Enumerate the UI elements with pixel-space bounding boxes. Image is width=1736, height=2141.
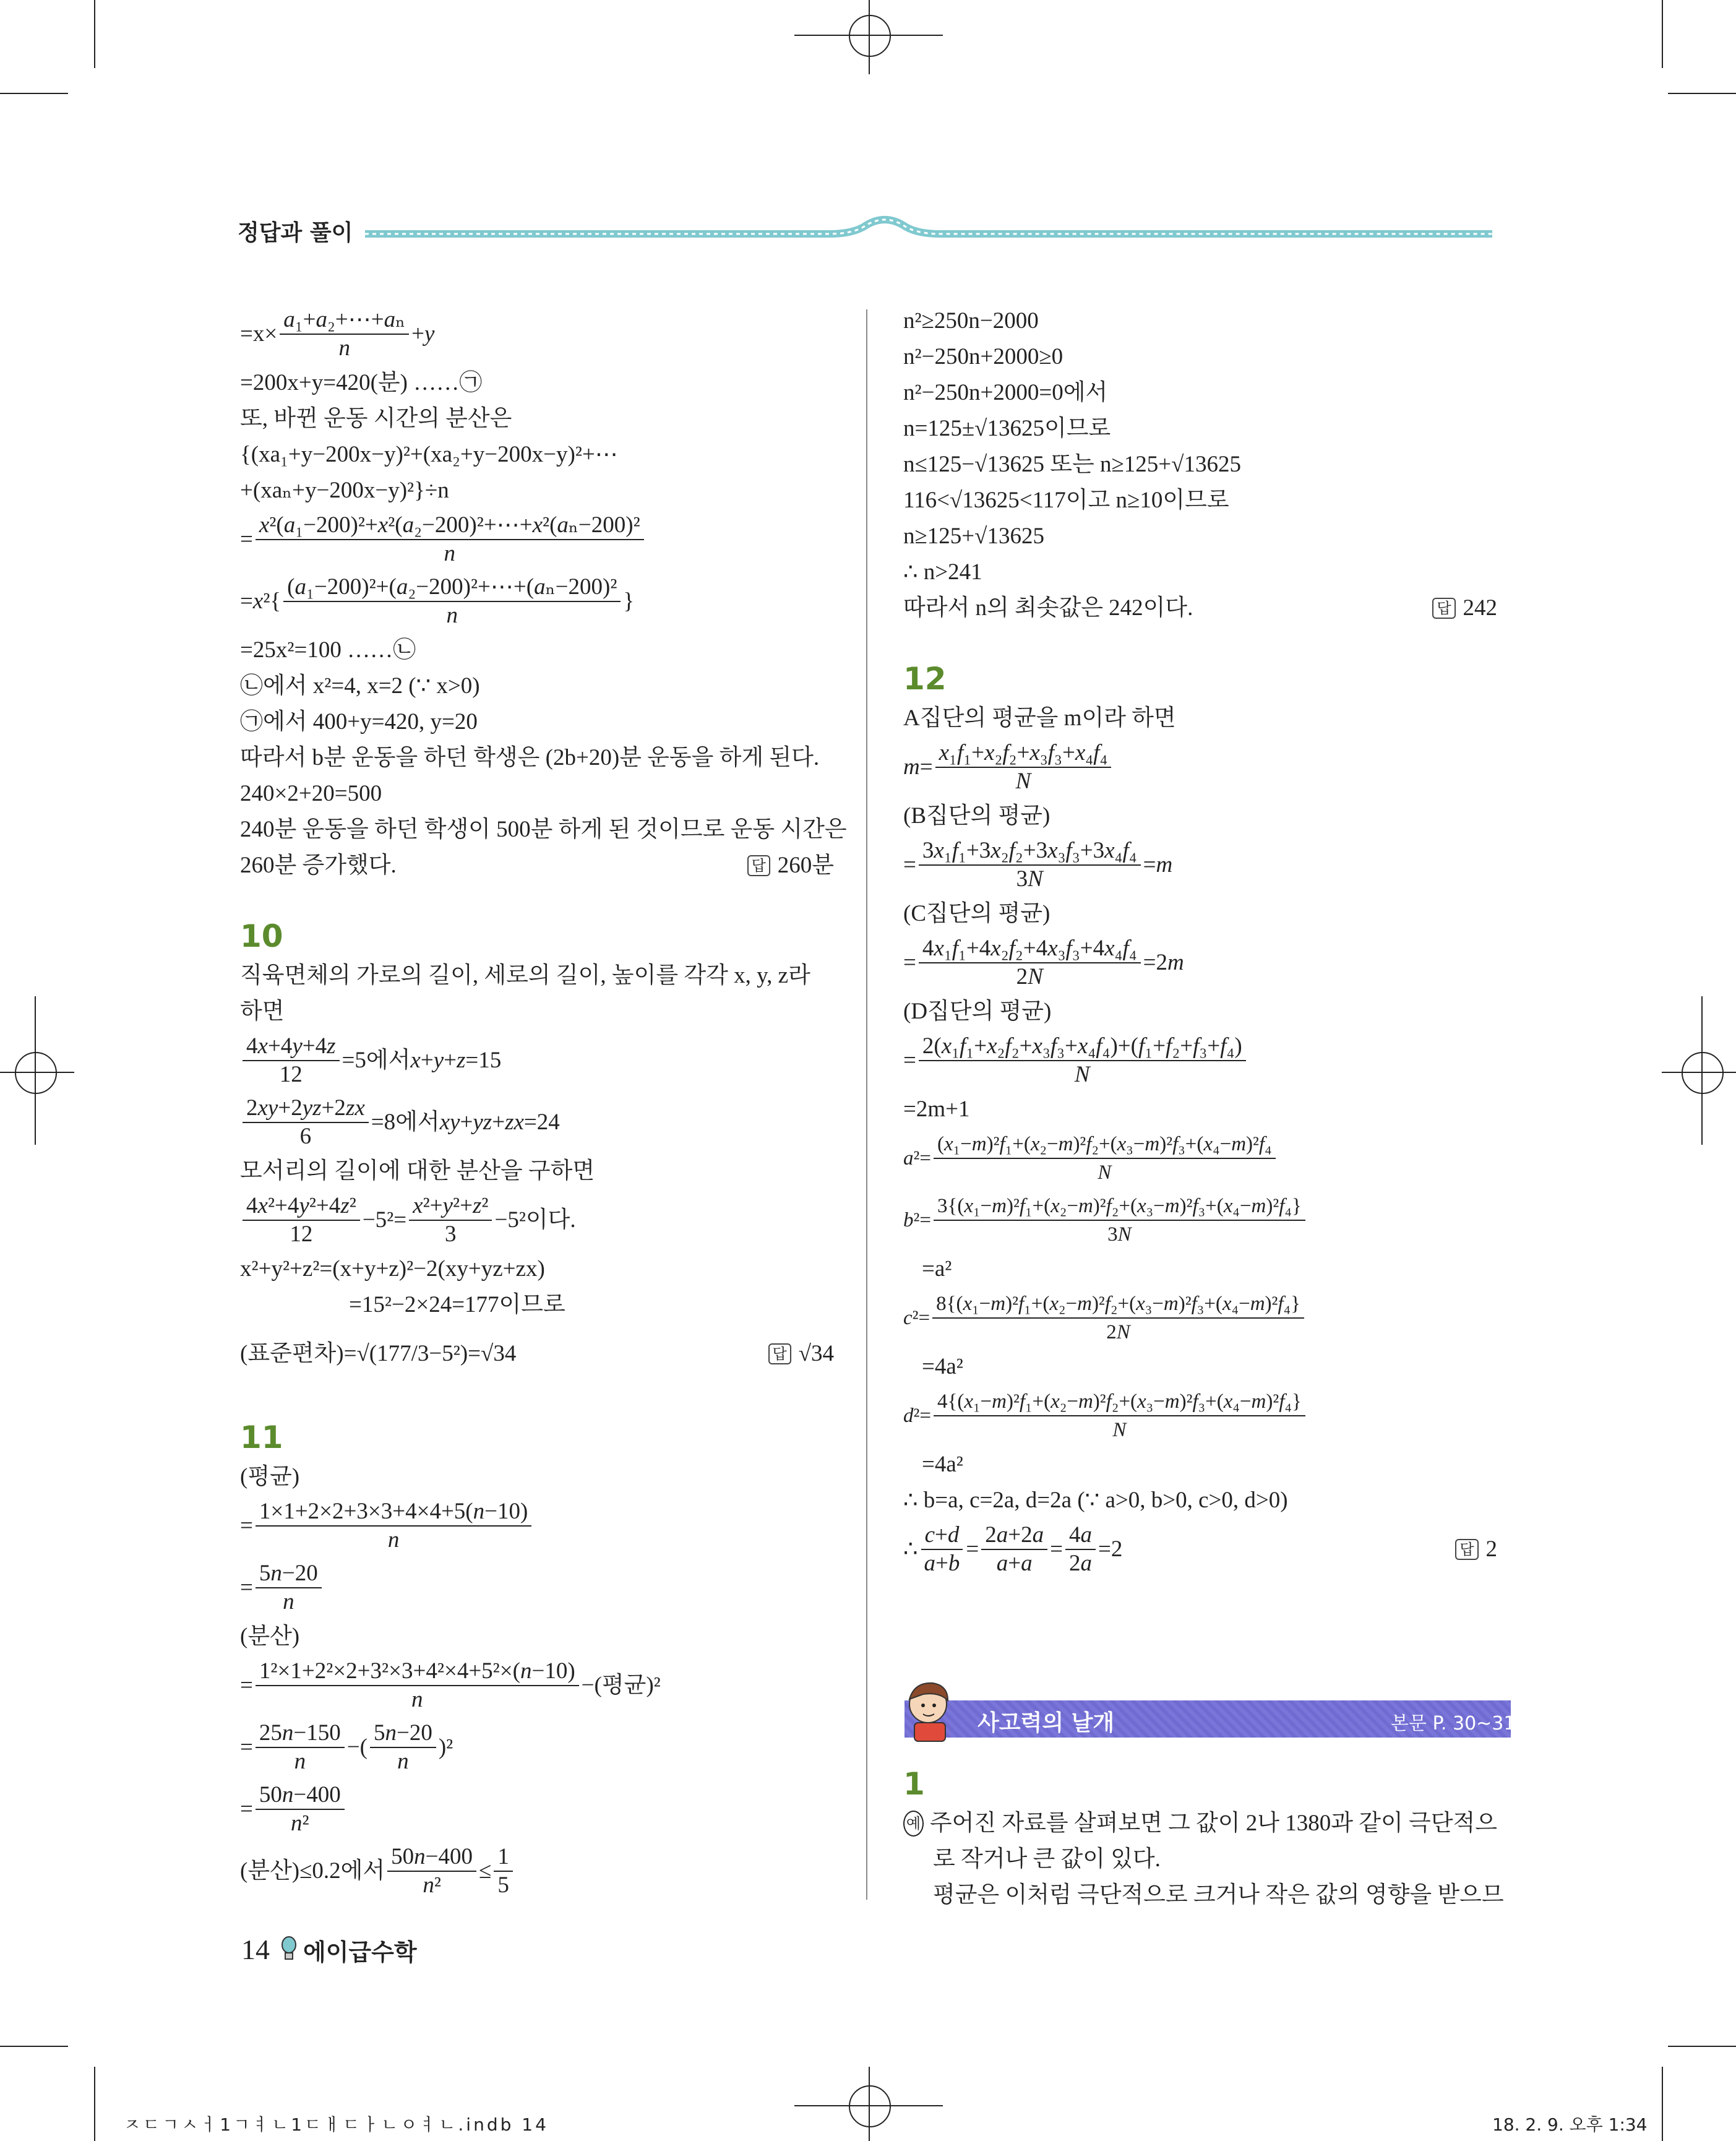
solution-line: = $\frac{1\times 1+2\times 2+3\times 3+4\times 4+5(n-10)}{n}$	[240, 1495, 834, 1557]
solution-line: =2m+1	[903, 1096, 970, 1122]
page-number: 14	[241, 1934, 270, 1965]
solution-line: 모서리의 길이에 대한 분산을 구하면	[240, 1158, 595, 1184]
trim-mark	[94, 2067, 95, 2141]
solution-line: = x ²{ $\frac{\text{(a₁−200)²+(a₂−200)²+⋯+(aₙ−200)²}}{n}$ }	[240, 574, 635, 628]
trim-mark	[1662, 0, 1663, 68]
print-timestamp: 18. 2. 9. 오후 1:34	[1492, 2114, 1648, 2135]
header-rule	[365, 213, 1492, 250]
solution-line: d ²= $\frac{\text{4\{(x₁−m)²f₁+(x₂−m)²f₂+(x₃−m)²f₃+(x₄−m)²f₄\}}}{N}$	[903, 1385, 1497, 1447]
solution-line: (분산)≤0.2에서 $\frac{50n-400}{\text{n²}}$ ≤ $\frac{1}{5}$	[240, 1840, 834, 1902]
solution-line: c ²= $\frac{\text{8\{(x₁−m)²f₁+(x₂−m)²f₂+(x₃−m)²f₃+(x₄−m)²f₄\}}}{2N}$	[903, 1287, 1497, 1349]
trim-mark	[0, 2046, 68, 2047]
registration-mark	[849, 2085, 891, 2127]
trim-mark	[94, 0, 95, 68]
solution-line: ㉠에서 400+y=420, y=20	[240, 709, 478, 734]
solution-line: =15²−2×24=177이므로	[349, 1292, 565, 1317]
solution-line: ∴ n>241	[903, 559, 982, 585]
solution-text: 따라서 n의 최솟값은 242이다.	[903, 595, 1193, 621]
solution-line: n≥125+√13625	[903, 523, 1044, 549]
trim-mark	[1668, 2046, 1736, 2047]
solution-line: =x× $\frac{\text{a₁+a₂+⋯+aₙ}}{n}$ + y	[240, 307, 435, 361]
solution-line: =25x²=100 ……㉡	[240, 637, 416, 663]
solution-line: = $\frac{\text{3x₁f₁+3x₂f₂+3x₃f₃+3x₄f₄}}{3N}$ = m	[903, 838, 1173, 892]
solution-line: = $\frac{5n-20}{n}$	[240, 1557, 834, 1619]
solution-line: A집단의 평균을 m이라 하면	[903, 705, 1176, 731]
answer-value: 242	[1463, 595, 1497, 621]
registration-mark	[15, 1052, 57, 1094]
solution-line: =4a²	[922, 1452, 963, 1477]
solution-line: n²−250n+2000≥0	[903, 344, 1064, 369]
right-column	[903, 303, 1497, 1580]
solution-line: (B집단의 평균)	[903, 803, 1051, 829]
solution-line: =200x+y=420(분) ……㉠	[240, 370, 483, 395]
solution-line: = $\frac{50n-400}{\text{n²}}$	[240, 1778, 834, 1840]
solution-line: 따라서 b분 운동을 하던 학생은 (2b+20)분 운동을 하게 된다.	[240, 745, 820, 770]
solution-line: 116<√13625<117이고 n≥10이므로	[903, 488, 1229, 513]
book-title: 에이급수학	[303, 1939, 417, 1966]
answer	[768, 1336, 835, 1372]
solution-line: = $\frac{\text{2(x₁f₁+x₂f₂+x₃f₃+x₄f₄)+(f₁+f₂+f₃+f₄)}}{N}$	[903, 1030, 1497, 1092]
solution-line: ∴ b=a, c=2a, d=2a (∵ a>0, b>0, c>0, d>0)	[903, 1488, 1288, 1513]
trim-mark	[1662, 2067, 1663, 2141]
solution-line: 하면	[240, 999, 285, 1024]
problem-number: 1	[903, 1766, 925, 1802]
solution-line: = $\frac{\text{4x₁f₁+4x₂f₂+4x₃f₃+4x₄f₄}}{2N}$ =2 m	[903, 936, 1184, 989]
solution-line: $\frac{\text{4x²+4y²+4z²}}{12}$ −5²= $\frac{\text{x²+y²+z²}}{3}$ −5²이다.	[240, 1189, 834, 1251]
registration-mark	[849, 15, 891, 57]
solution-line: n≤125−√13625 또는 n≥125+√13625	[903, 452, 1241, 477]
section-title: 정답과 풀이	[238, 220, 353, 246]
solution-line	[903, 1806, 1497, 1842]
answer-value: 260분	[777, 853, 834, 878]
problem-number: 11	[240, 1419, 283, 1455]
trim-mark	[0, 93, 68, 94]
registration-line	[0, 1072, 74, 1073]
solution-line: n=125±√13625이므로	[903, 416, 1111, 441]
solution-line: n²≥250n−2000	[903, 308, 1039, 334]
solution-line: b ²= $\frac{\text{3\{(x₁−m)²f₁+(x₂−m)²f₂+(x₃−m)²f₃+(x₄−m)²f₄\}}}{3N}$	[903, 1189, 1497, 1251]
registration-mark	[1682, 1052, 1724, 1094]
answer-mark: 답	[1455, 1539, 1478, 1560]
answer-mark: 답	[1432, 598, 1455, 619]
registration-line	[869, 2067, 870, 2141]
solution-line: ㉡에서 x²=4, x=2 (∵ x>0)	[240, 673, 480, 699]
print-slug: ㅈㄷㄱㅅㅓ1ㄱㅕㄴ1ㄷㅐㄷㅏㄴㅇㅕㄴ.indb 14	[124, 2114, 549, 2135]
answer	[747, 848, 834, 884]
solution-line: (평균)	[240, 1464, 300, 1489]
solution-line: = $\frac{\text{x²(a₁−200)²+x²(a₂−200)²+⋯+x²(aₙ−200)²}}{n}$	[240, 509, 834, 571]
solution-line: =4a²	[922, 1354, 963, 1379]
solution-line: {(xa₁+y−200x−y)²+(xa₂+y−200x−y)²+⋯	[240, 442, 618, 467]
solution-line: 또, 바뀐 운동 시간의 분산은	[240, 406, 512, 431]
solution-line: a ²= $\frac{\text{(x₁−m)²f₁+(x₂−m)²f₂+(x₃−m)²f₃+(x₄−m)²f₄}}{N}$	[903, 1127, 1497, 1189]
banner-title: 사고력의 날개	[978, 1710, 1115, 1736]
solution-line: 평균은 이처럼 극단적으로 크거나 작은 값의 영향을 받으므	[933, 1882, 1504, 1908]
solution-line: (분산)	[240, 1624, 300, 1649]
answer-mark: 답	[768, 1343, 791, 1364]
solution-line: (D집단의 평균)	[903, 999, 1052, 1024]
solution-line: m = $\frac{\text{x₁f₁+x₂f₂+x₃f₃+x₄f₄}}{N}$	[903, 736, 1497, 798]
registration-line	[35, 996, 36, 1145]
column-divider	[866, 309, 867, 1900]
registration-line	[869, 0, 870, 74]
solution-line: 직육면체의 가로의 길이, 세로의 길이, 높이를 각각 x, y, z라	[240, 963, 810, 988]
solution-line: (C집단의 평균)	[903, 901, 1051, 926]
solution-line: =a²	[922, 1256, 952, 1282]
left-column	[240, 303, 847, 1902]
solution-line	[903, 590, 1497, 626]
mascot-illustration	[896, 1673, 970, 1747]
solution-line: 240분 운동을 하던 학생이 500분 하게 된 것이므로 운동 시간은	[240, 817, 847, 842]
solution-line: ∴ $\frac{c+d}{a+b}$ = $\frac{2a+2a}{a+a}$ = $\frac{4a}{2a}$ =2 답 2	[903, 1522, 1497, 1576]
solution-line: = $\frac{25n-150}{n}$ −( $\frac{5n-20}{n}$ )²	[240, 1720, 453, 1774]
solution-text: (표준편차)=√(177/3−5²)=√34	[240, 1341, 517, 1366]
solution-line	[240, 848, 834, 884]
registration-line	[1662, 1072, 1736, 1073]
banner-page-ref: 본문 P. 30~31	[1391, 1713, 1516, 1734]
solution-line: n²−250n+2000=0에서	[903, 380, 1108, 405]
solution-line: +(xaₙ+y−200x−y)²}÷n	[240, 478, 449, 503]
problem-number: 12	[903, 661, 947, 697]
answer-value: 2	[1485, 1536, 1497, 1562]
problem-number: 10	[240, 918, 283, 954]
solution-line	[240, 1323, 834, 1385]
solution-line: $\frac{2xy+2yz+2zx}{6}$ =8에서 xy + yz + zx =24	[240, 1092, 834, 1153]
example-mark: 예	[903, 1811, 924, 1837]
trim-mark	[1668, 93, 1736, 94]
answer-value: √34	[798, 1341, 834, 1366]
answer	[1455, 1531, 1497, 1567]
solution-line: 240×2+20=500	[240, 781, 382, 806]
lightbulb-icon	[280, 1936, 298, 1963]
solution-line: x²+y²+z²=(x+y+z)²−2(xy+yz+zx)	[240, 1256, 545, 1282]
registration-line	[1701, 996, 1703, 1145]
answer-mark: 답	[747, 855, 770, 876]
solution-text: 260분 증가했다.	[240, 853, 397, 878]
right-column-bottom	[903, 1762, 1504, 1913]
solution-text: 주어진 자료를 살펴보면 그 값이 2나 1380과 같이 극단적으	[929, 1811, 1497, 1836]
solution-line: 로 작거나 큰 값이 있다.	[933, 1846, 1161, 1872]
solution-line: $\frac{4x+4y+4z}{12}$ =5에서 x + y + z =15	[240, 1030, 834, 1092]
solution-line: = $\frac{\text{1²×1+2²×2+3²×3+4²×4+5²×(n−10)}}{n}$ −(평균)²	[240, 1658, 661, 1712]
answer	[1432, 590, 1497, 626]
